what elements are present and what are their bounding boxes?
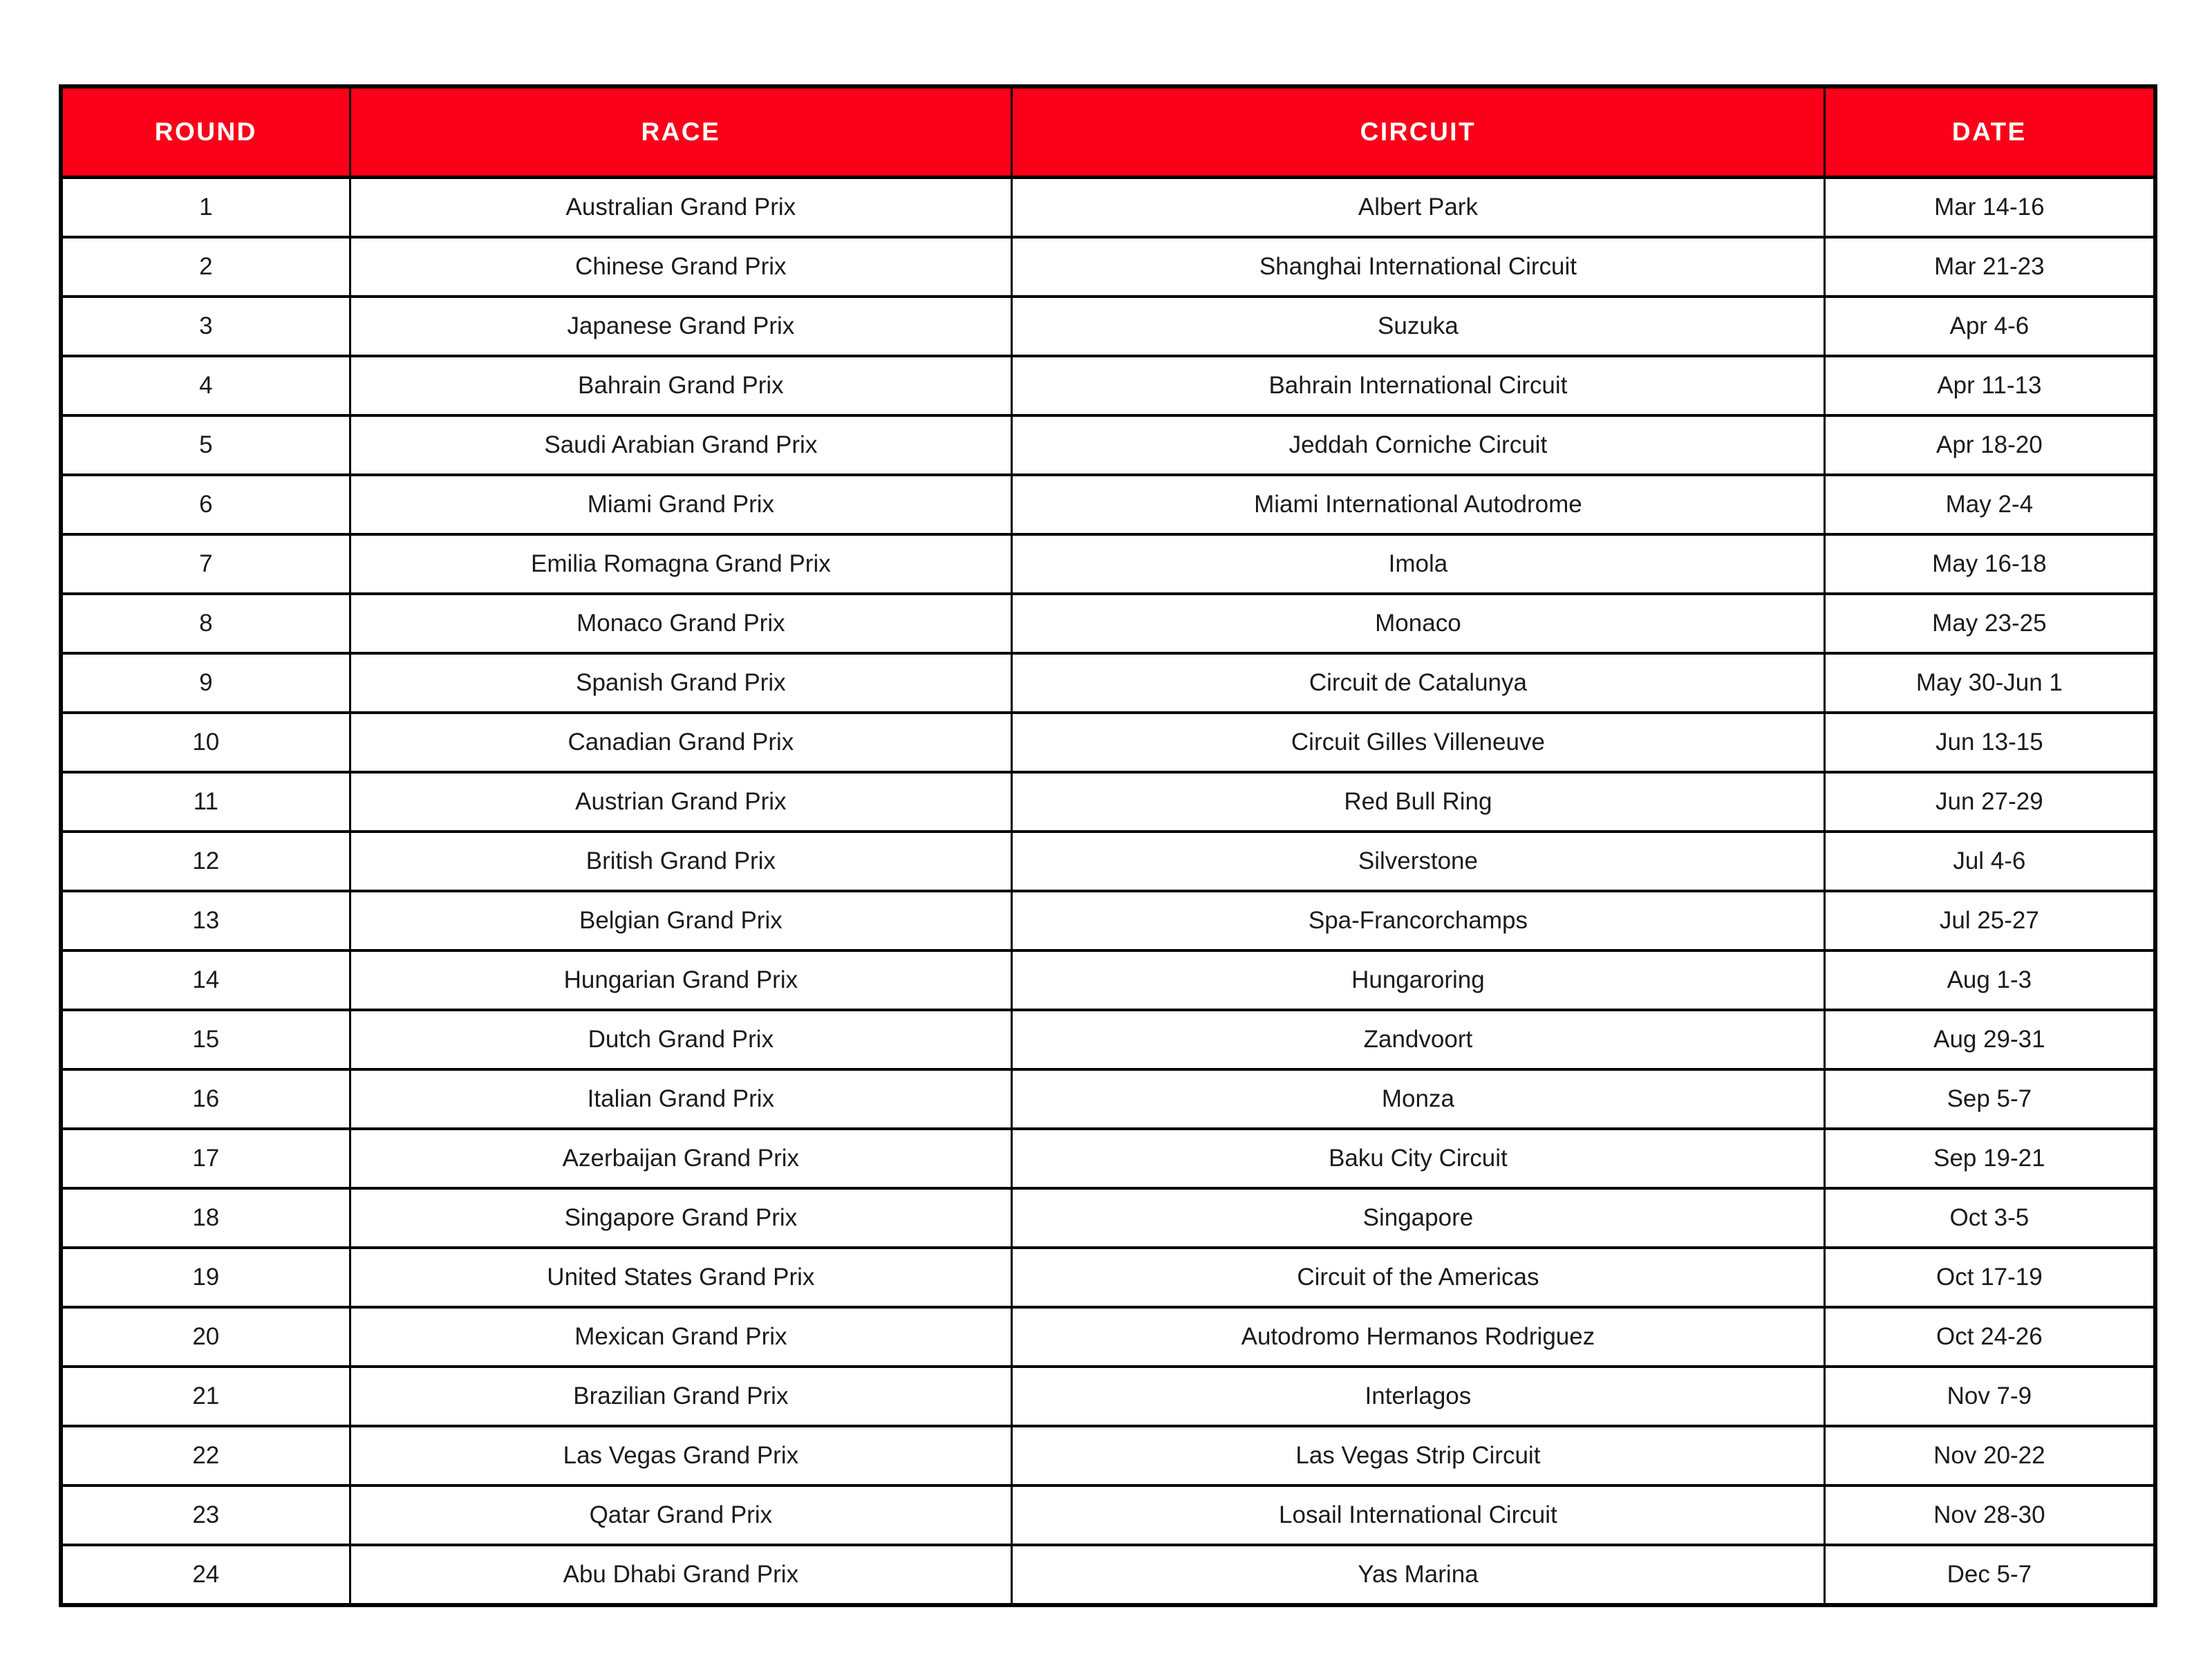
race-cell: Australian Grand Prix: [350, 178, 1011, 238]
round-cell: 21: [61, 1367, 350, 1426]
date-cell: Apr 11-13: [1824, 356, 2155, 415]
round-cell: 9: [61, 653, 350, 713]
table-row: [61, 534, 2155, 594]
date-cell: Nov 20-22: [1824, 1426, 2155, 1485]
race-cell: Hungarian Grand Prix: [350, 950, 1011, 1010]
table-row: [61, 1129, 2155, 1188]
race-cell: Canadian Grand Prix: [350, 713, 1011, 772]
round-cell: 24: [61, 1545, 350, 1605]
circuit-cell: Albert Park: [1012, 178, 1825, 238]
round-cell: 14: [61, 950, 350, 1010]
table-row: [61, 356, 2155, 415]
round-cell: 3: [61, 297, 350, 356]
round-cell: 12: [61, 832, 350, 891]
round-cell: 19: [61, 1248, 350, 1307]
circuit-cell: Yas Marina: [1012, 1545, 1825, 1605]
table-row: [61, 1426, 2155, 1485]
race-cell: Mexican Grand Prix: [350, 1307, 1011, 1367]
column-header-date: DATE: [1824, 86, 2155, 178]
race-cell: Emilia Romagna Grand Prix: [350, 534, 1011, 594]
race-cell: Chinese Grand Prix: [350, 237, 1011, 297]
circuit-cell: Zandvoort: [1012, 1010, 1825, 1069]
date-cell: Oct 17-19: [1824, 1248, 2155, 1307]
date-cell: Jul 4-6: [1824, 832, 2155, 891]
circuit-cell: Monza: [1012, 1069, 1825, 1129]
date-cell: Nov 7-9: [1824, 1367, 2155, 1426]
date-cell: Jun 13-15: [1824, 713, 2155, 772]
date-cell: Jul 25-27: [1824, 891, 2155, 950]
table-row: [61, 891, 2155, 950]
circuit-cell: Autodromo Hermanos Rodriguez: [1012, 1307, 1825, 1367]
circuit-cell: Spa-Francorchamps: [1012, 891, 1825, 950]
race-cell: Italian Grand Prix: [350, 1069, 1011, 1129]
circuit-cell: Suzuka: [1012, 297, 1825, 356]
date-cell: Sep 19-21: [1824, 1129, 2155, 1188]
round-cell: 6: [61, 475, 350, 534]
round-cell: 11: [61, 772, 350, 832]
circuit-cell: Imola: [1012, 534, 1825, 594]
race-cell: Azerbaijan Grand Prix: [350, 1129, 1011, 1188]
race-cell: Dutch Grand Prix: [350, 1010, 1011, 1069]
round-cell: 5: [61, 415, 350, 475]
table-row: [61, 178, 2155, 238]
race-cell: Abu Dhabi Grand Prix: [350, 1545, 1011, 1605]
race-cell: Japanese Grand Prix: [350, 297, 1011, 356]
date-cell: Mar 21-23: [1824, 237, 2155, 297]
circuit-cell: Monaco: [1012, 594, 1825, 653]
circuit-cell: Interlagos: [1012, 1367, 1825, 1426]
circuit-cell: Circuit of the Americas: [1012, 1248, 1825, 1307]
round-cell: 13: [61, 891, 350, 950]
round-cell: 17: [61, 1129, 350, 1188]
race-cell: United States Grand Prix: [350, 1248, 1011, 1307]
circuit-cell: Silverstone: [1012, 832, 1825, 891]
table-row: [61, 415, 2155, 475]
round-cell: 16: [61, 1069, 350, 1129]
date-cell: Aug 29-31: [1824, 1010, 2155, 1069]
table-row: [61, 237, 2155, 297]
circuit-cell: Circuit Gilles Villeneuve: [1012, 713, 1825, 772]
round-cell: 4: [61, 356, 350, 415]
circuit-cell: Losail International Circuit: [1012, 1485, 1825, 1545]
race-cell: Spanish Grand Prix: [350, 653, 1011, 713]
race-cell: Qatar Grand Prix: [350, 1485, 1011, 1545]
race-cell: Singapore Grand Prix: [350, 1188, 1011, 1248]
column-header-circuit: CIRCUIT: [1012, 86, 1825, 178]
date-cell: May 30-Jun 1: [1824, 653, 2155, 713]
table-row: [61, 950, 2155, 1010]
circuit-cell: Circuit de Catalunya: [1012, 653, 1825, 713]
round-cell: 23: [61, 1485, 350, 1545]
date-cell: May 2-4: [1824, 475, 2155, 534]
table-header: [61, 86, 2155, 178]
round-cell: 10: [61, 713, 350, 772]
race-cell: Bahrain Grand Prix: [350, 356, 1011, 415]
table-row: [61, 1188, 2155, 1248]
table-row: [61, 772, 2155, 832]
table-row: [61, 475, 2155, 534]
date-cell: Oct 3-5: [1824, 1188, 2155, 1248]
table-body: [61, 178, 2155, 1606]
date-cell: Mar 14-16: [1824, 178, 2155, 238]
round-cell: 1: [61, 178, 350, 238]
date-cell: Nov 28-30: [1824, 1485, 2155, 1545]
race-cell: Brazilian Grand Prix: [350, 1367, 1011, 1426]
circuit-cell: Bahrain International Circuit: [1012, 356, 1825, 415]
table-row: [61, 1485, 2155, 1545]
table-row: [61, 713, 2155, 772]
table-row: [61, 832, 2155, 891]
circuit-cell: Red Bull Ring: [1012, 772, 1825, 832]
circuit-cell: Miami International Autodrome: [1012, 475, 1825, 534]
table-row: [61, 1307, 2155, 1367]
round-cell: 22: [61, 1426, 350, 1485]
table-row: [61, 653, 2155, 713]
round-cell: 20: [61, 1307, 350, 1367]
date-cell: Sep 5-7: [1824, 1069, 2155, 1129]
date-cell: May 16-18: [1824, 534, 2155, 594]
date-cell: Oct 24-26: [1824, 1307, 2155, 1367]
f1-calendar-table: [59, 84, 2157, 1607]
race-cell: Las Vegas Grand Prix: [350, 1426, 1011, 1485]
circuit-cell: Jeddah Corniche Circuit: [1012, 415, 1825, 475]
circuit-cell: Las Vegas Strip Circuit: [1012, 1426, 1825, 1485]
race-cell: Saudi Arabian Grand Prix: [350, 415, 1011, 475]
table-row: [61, 1367, 2155, 1426]
table-row: [61, 1248, 2155, 1307]
column-header-round: ROUND: [61, 86, 350, 178]
race-cell: Monaco Grand Prix: [350, 594, 1011, 653]
round-cell: 7: [61, 534, 350, 594]
table-row: [61, 1069, 2155, 1129]
date-cell: Apr 4-6: [1824, 297, 2155, 356]
date-cell: Dec 5-7: [1824, 1545, 2155, 1605]
table-row: [61, 594, 2155, 653]
round-cell: 2: [61, 237, 350, 297]
round-cell: 15: [61, 1010, 350, 1069]
table-row: [61, 297, 2155, 356]
circuit-cell: Hungaroring: [1012, 950, 1825, 1010]
date-cell: May 23-25: [1824, 594, 2155, 653]
table-row: [61, 1545, 2155, 1605]
header-row: [61, 86, 2155, 178]
race-cell: Austrian Grand Prix: [350, 772, 1011, 832]
table-row: [61, 1010, 2155, 1069]
circuit-cell: Baku City Circuit: [1012, 1129, 1825, 1188]
date-cell: Apr 18-20: [1824, 415, 2155, 475]
date-cell: Aug 1-3: [1824, 950, 2155, 1010]
race-cell: Miami Grand Prix: [350, 475, 1011, 534]
round-cell: 8: [61, 594, 350, 653]
circuit-cell: Singapore: [1012, 1188, 1825, 1248]
date-cell: Jun 27-29: [1824, 772, 2155, 832]
race-cell: Belgian Grand Prix: [350, 891, 1011, 950]
f1-calendar: [59, 84, 2157, 1607]
circuit-cell: Shanghai International Circuit: [1012, 237, 1825, 297]
column-header-race: RACE: [350, 86, 1011, 178]
race-cell: British Grand Prix: [350, 832, 1011, 891]
round-cell: 18: [61, 1188, 350, 1248]
